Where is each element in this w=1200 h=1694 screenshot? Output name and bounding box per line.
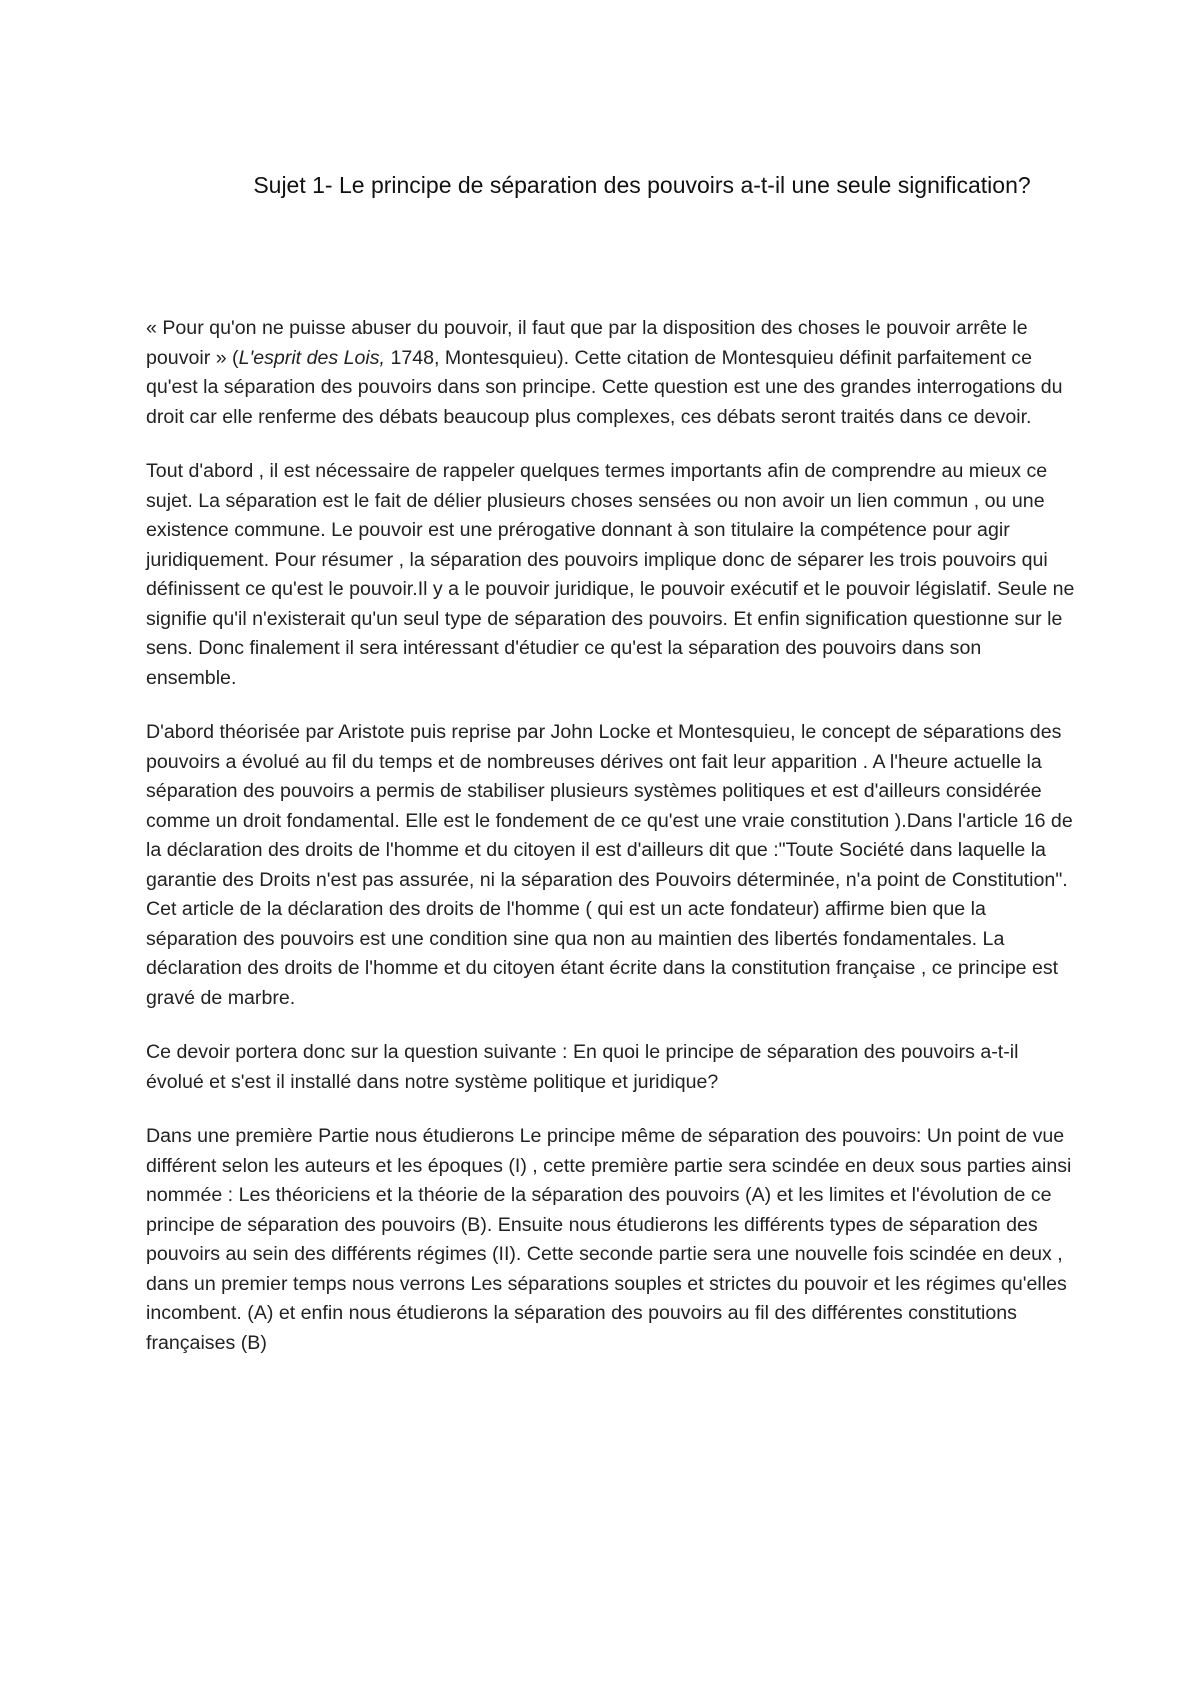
paragraph-definitions: Tout d'abord , il est nécessaire de rappeler quelques termes importants afin de comprendre au mieux ce sujet. La séparation est le fait de délier plusieurs choses sensées ou non avoir un lien commun , ou une existence commune. Le pouvoir est une prérogative donnant à son titulaire la compétence pour agir juridiquement. Pour résumer , la séparation des pouvoirs implique donc de séparer les trois pouvoirs qui définissent ce qu'est le pouvoir.Il y a le pouvoir juridique, le pouvoir exécutif et le pouvoir législatif. Seule ne signifie qu'il n'existerait qu'un seul type de séparation des pouvoirs. Et enfin signification questionne sur le sens. Donc finalement il sera intéressant d'étudier ce qu'est la séparation des pouvoirs dans son ensemble. xyxy=(146,460,1075,689)
quote-text: « Pour qu'on ne puisse abuser du pouvoir, il faut que par la disposition des choses le pouvoir arrête le pouvoir » ( xyxy=(146,317,1028,369)
document-body xyxy=(146,314,1076,1383)
paragraph-plan: Dans une première Partie nous étudierons Le principe même de séparation des pouvoirs: Un point de vue différent selon les auteurs et les époques (I) , cette première partie sera scindée en deux sous parties ainsi nommée : Les théoriciens et la théorie de la séparation des pouvoirs (A) et les limites et l'évolution de ce principe de séparation des pouvoirs (B). Ensuite nous étudierons les différents types de séparation des pouvoirs au sein des différents régimes (II). Cette seconde partie sera une nouvelle fois scindée en deux , dans un premier temps nous verrons Les séparations souples et strictes du pouvoir et les régimes qu'elles incombent. (A) et enfin nous étudierons la séparation des pouvoirs au fil des différentes constitutions françaises (B) xyxy=(146,1125,1072,1354)
paragraph-history: D'abord théorisée par Aristote puis reprise par John Locke et Montesquieu, le concept de séparations des pouvoirs a évolué au fil du temps et de nombreuses dérives ont fait leur apparition . A l'heure actuelle la séparation des pouvoirs a permis de stabiliser plusieurs systèmes politiques et est d'ailleurs considérée comme un droit fondamental. Elle est le fondement de ce qu'est une vraie constitution ).Dans l'article 16 de la déclaration des droits de l'homme et du citoyen il est d'ailleurs dit que :"Toute Société dans laquelle la garantie des Droits n'est pas assurée, ni la séparation des Pouvoirs déterminée, n'a point de Constitution". Cet article de la déclaration des droits de l'homme ( qui est un acte fondateur) affirme bien que la séparation des pouvoirs est une condition sine qua non au maintien des libertés fondamentales. La déclaration des droits de l'homme et du citoyen étant écrite dans la constitution française , ce principe est gravé de marbre. xyxy=(146,721,1073,1009)
paragraph-problematique: Ce devoir portera donc sur la question suivante : En quoi le principe de séparation des pouvoirs a-t-il évolué et s'est il installé dans notre système politique et juridique? xyxy=(146,1041,1019,1093)
book-title: L'esprit des Lois, xyxy=(238,346,385,369)
quote-continuation: 1748, Montesquieu). Cette citation de Montesquieu définit parfaitement ce qu'est la séparation des pouvoirs dans son principe. Cette question est une des grandes interrogations du droit car elle renferme des débats beaucoup plus complexes, ces débats seront traités dans ce devoir. xyxy=(146,346,1063,428)
document-title: Sujet 1- Le principe de séparation des pouvoirs a-t-il une seule signification? xyxy=(253,172,1031,198)
paragraph-introduction-quote xyxy=(146,314,1076,432)
